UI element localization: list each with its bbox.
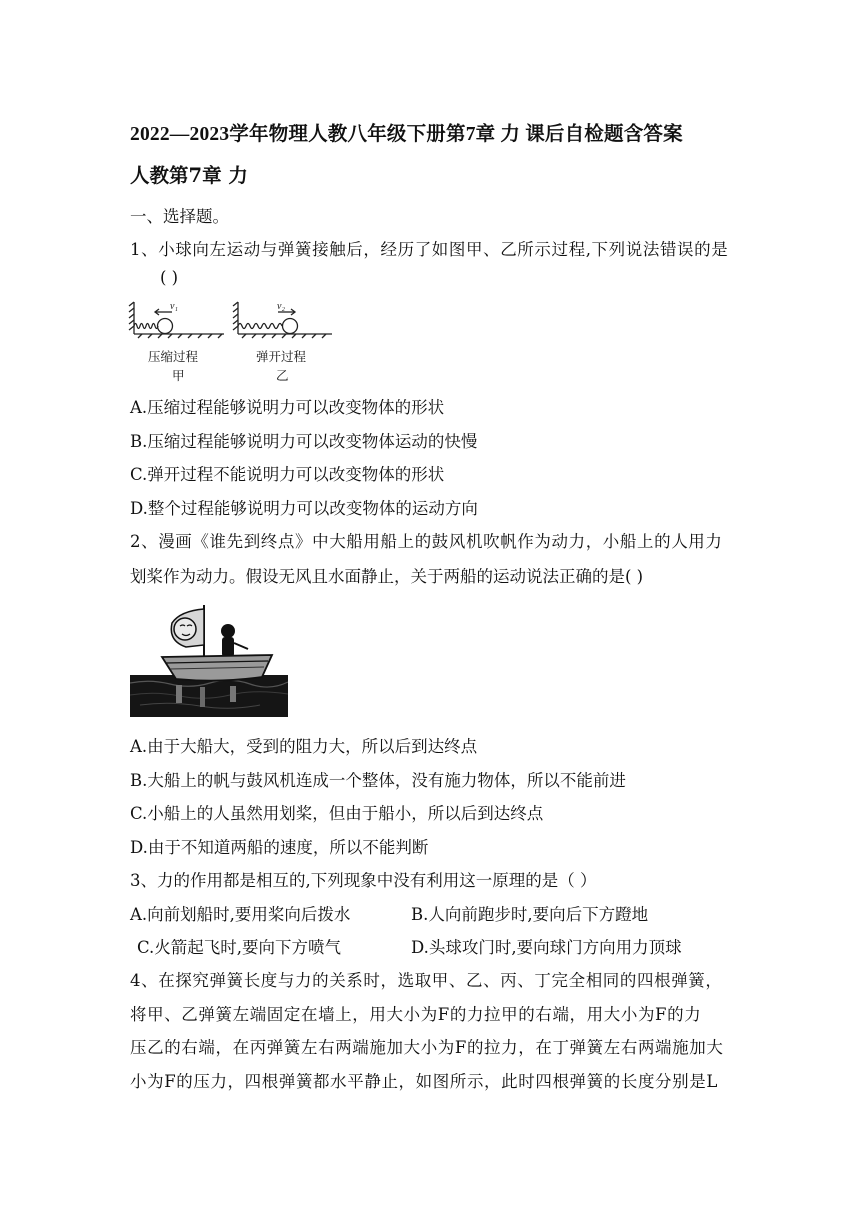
section-heading: 一、选择题。 <box>130 207 229 226</box>
spring-ball-figure <box>128 296 338 382</box>
q3-option-d: D.头球攻门时,要向球门方向用力顶球 <box>411 938 682 957</box>
q1-option-a: A.压缩过程能够说明力可以改变物体的形状 <box>130 398 445 417</box>
q2-stem-line1: 2、漫画《谁先到终点》中大船用船上的鼓风机吹帆作为动力，小船上的人用力 <box>130 532 723 551</box>
q2-option-b: B.大船上的帆与鼓风机连成一个整体，没有施力物体，所以不能前进 <box>130 771 626 790</box>
ball-b <box>283 319 298 334</box>
q3-option-b: B.人向前跑步时,要向后下方蹬地 <box>411 905 649 924</box>
q1-option-b: B.压缩过程能够说明力可以改变物体运动的快慢 <box>130 432 478 451</box>
caption-rebound: 弹开过程 <box>256 349 307 364</box>
q2-option-a: A.由于大船大，受到的阻力大，所以后到达终点 <box>130 737 478 756</box>
spring-compressed <box>134 324 158 329</box>
v1-label: v₁ <box>170 301 178 312</box>
q4-line4: 小为F的压力，四根弹簧都水平静止，如图所示，此时四根弹簧的长度分别是L <box>130 1072 718 1091</box>
spring-extending <box>238 324 282 329</box>
spring-ball-diagram <box>128 296 338 346</box>
q4-line2: 将甲、乙弹簧左端固定在墙上，用大小为F的力拉甲的右端，用大小为F的力 <box>130 1005 702 1024</box>
q4-line3: 压乙的右端，在丙弹簧左右两端施加大小为F的拉力，在丁弹簧左右两端施加大 <box>130 1038 724 1057</box>
caption-compress-sub: 甲 <box>172 368 185 383</box>
v2-label: v₂ <box>277 301 285 312</box>
q4-line1: 4、在探究弹簧长度与力的关系时，选取甲、乙、丙、丁完全相同的四根弹簧， <box>130 971 723 990</box>
q1-option-c: C.弹开过程不能说明力可以改变物体的形状 <box>130 465 445 484</box>
q2-option-d: D.由于不知道两船的速度，所以不能判断 <box>130 838 429 857</box>
q3-stem: 3、力的作用都是相互的,下列现象中没有利用这一原理的是（ ） <box>130 871 597 890</box>
ball-a <box>158 319 173 334</box>
q2-stem-line2: 划桨作为动力。假设无风且水面静止，关于两船的运动说法正确的是( ) <box>130 567 644 586</box>
q1-option-d: D.整个过程能够说明力可以改变物体的运动方向 <box>130 499 478 518</box>
document-subtitle: 人教第7章 力 <box>130 164 248 187</box>
q3-option-a: A.向前划船时,要用桨向后拨水 <box>130 905 351 924</box>
caption-compress: 压缩过程 <box>148 349 199 364</box>
q2-option-c: C.小船上的人虽然用划桨，但由于船小，所以后到达终点 <box>130 804 544 823</box>
document-title: 2022—2023学年物理人教八年级下册第7章 力 课后自检题含答案 <box>130 124 683 145</box>
q1-answer-blank: ( ) <box>160 268 179 287</box>
q1-stem-line1: 1、小球向左运动与弹簧接触后，经历了如图甲、乙所示过程,下列说法错误的是 <box>130 240 729 259</box>
boat-cartoon-figure <box>130 601 288 717</box>
caption-rebound-sub: 乙 <box>276 368 289 383</box>
boat-cartoon-image <box>130 601 288 717</box>
q3-option-c: C.火箭起飞时,要向下方喷气 <box>137 938 342 957</box>
